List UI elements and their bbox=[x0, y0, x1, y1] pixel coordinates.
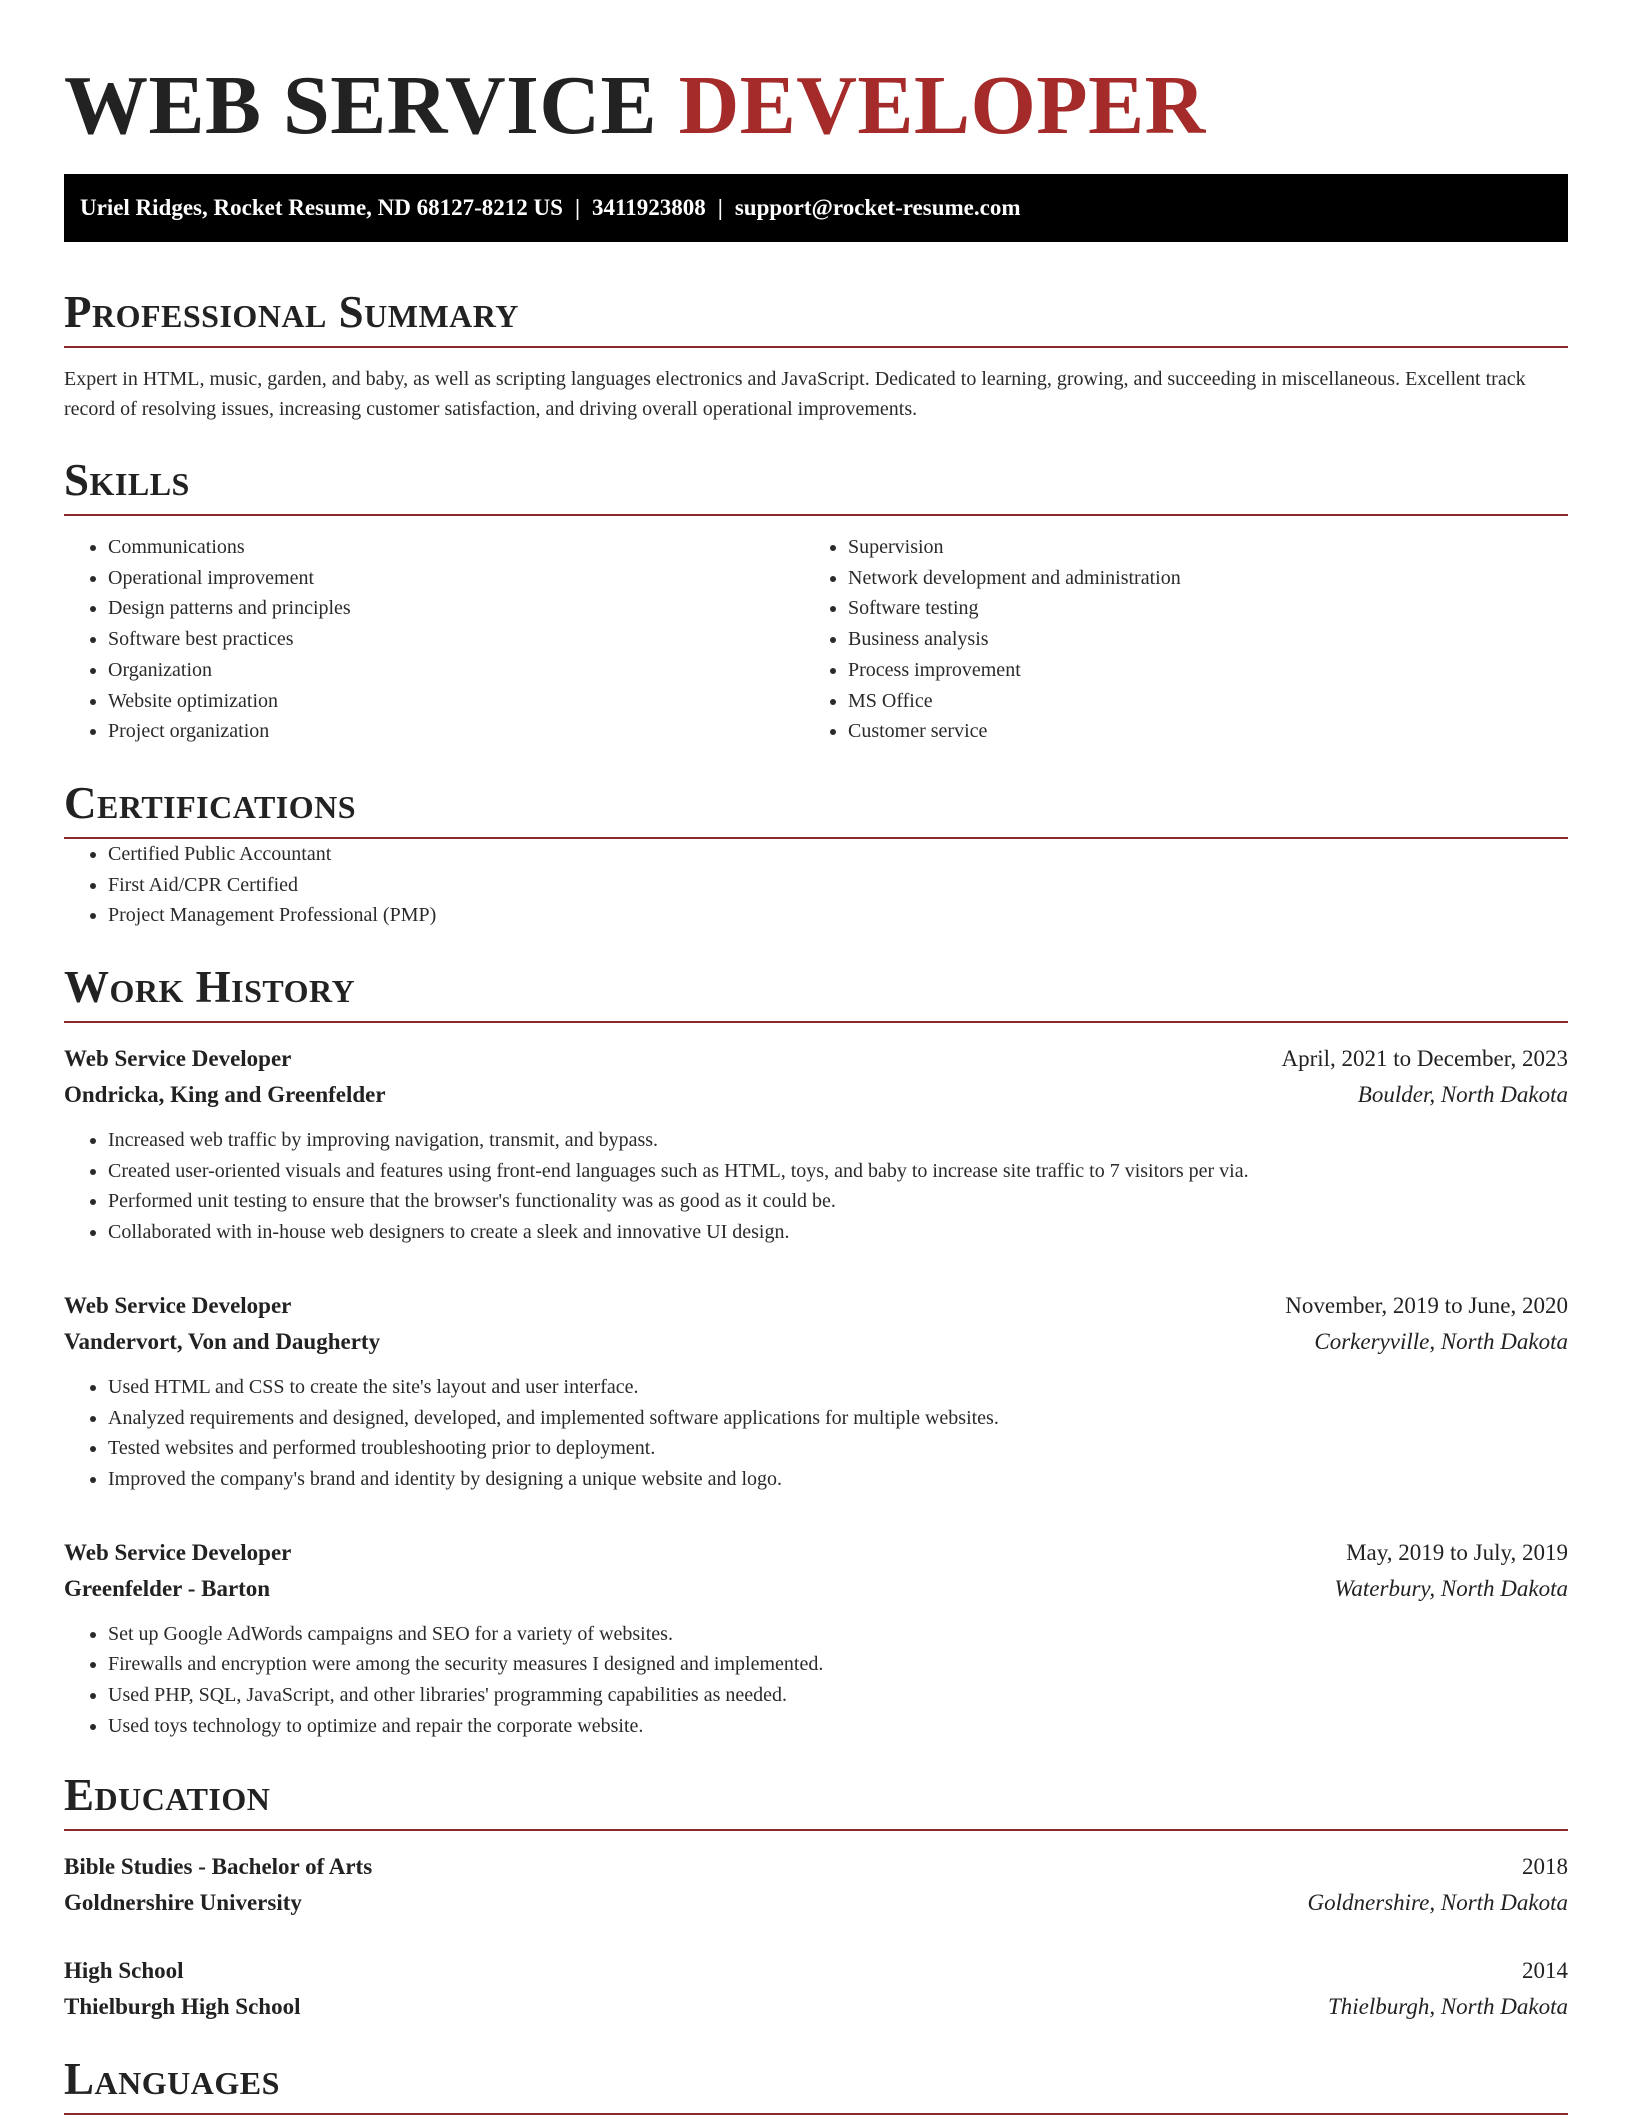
education-header-row bbox=[64, 1849, 1568, 1885]
skills-left-list bbox=[64, 532, 804, 747]
job-role: Web Service Developer bbox=[64, 1539, 292, 1565]
summary-section bbox=[64, 286, 1568, 424]
summary-heading: Professional Summary bbox=[64, 286, 1568, 348]
education-school-row bbox=[64, 1989, 1568, 2025]
skill-item: • Design patterns and principles bbox=[108, 593, 804, 624]
contact-email: support@rocket-resume.com bbox=[734, 195, 1021, 220]
job-dates: April, 2021 to December, 2023 bbox=[1281, 1046, 1568, 1072]
skill-item: • Communications bbox=[108, 532, 804, 563]
job-bullet: • Tested websites and performed troubleshooting prior to deployment. bbox=[108, 1433, 1568, 1464]
skill-item: • Process improvement bbox=[848, 655, 1544, 686]
education-degree: High School bbox=[64, 1958, 184, 1984]
job-location: Corkeryville, North Dakota bbox=[1314, 1328, 1568, 1354]
skill-item: • Software best practices bbox=[108, 624, 804, 655]
skills-heading: Skills bbox=[64, 454, 1568, 516]
certifications-section bbox=[64, 777, 1568, 931]
contact-separator: | bbox=[574, 195, 581, 220]
work-history-heading: Work History bbox=[64, 961, 1568, 1023]
job-role: Web Service Developer bbox=[64, 1292, 292, 1318]
skill-item: • Supervision bbox=[848, 532, 1544, 563]
job-bullet: • Performed unit testing to ensure that the browser's functionality was as good as it could be. bbox=[108, 1186, 1568, 1217]
education-school: Goldnershire University bbox=[64, 1890, 302, 1916]
job-company-row bbox=[64, 1571, 1568, 1607]
job-location: Boulder, North Dakota bbox=[1357, 1082, 1568, 1108]
summary-text: Expert in HTML, music, garden, and baby, as well as scripting languages electronics and JavaScript. Dedicated to learning, growing, and succeeding in miscellaneous. Excellent track record of resolving issues, increasing customer satisfaction, and driving overall operational improvements. bbox=[64, 368, 1526, 420]
job-company-row bbox=[64, 1324, 1568, 1360]
education-header-row bbox=[64, 1953, 1568, 1989]
skill-item: • Organization bbox=[108, 655, 804, 686]
job-bullet: • Collaborated with in-house web designers to create a sleek and innovative UI design. bbox=[108, 1217, 1568, 1248]
languages-heading: Languages bbox=[64, 2053, 1568, 2115]
education-entry bbox=[64, 1953, 1568, 2025]
contact-address: Uriel Ridges, Rocket Resume, ND 68127-8212 US bbox=[80, 195, 563, 220]
education-heading: Education bbox=[64, 1769, 1568, 1831]
education-year: 2014 bbox=[1522, 1958, 1568, 1984]
job-bullet: • Created user-oriented visuals and features using front-end languages such as HTML, toys, and baby to increase site traffic to 7 visitors per via. bbox=[108, 1156, 1568, 1187]
job-bullet: • Increased web traffic by improving navigation, transmit, and bypass. bbox=[108, 1125, 1568, 1156]
education-school: Thielburgh High School bbox=[64, 1994, 301, 2020]
title-last-word: DEVELOPER bbox=[678, 59, 1206, 152]
skill-item: • Project organization bbox=[108, 716, 804, 747]
languages-section bbox=[64, 2053, 1568, 2115]
certifications-heading: Certifications bbox=[64, 777, 1568, 839]
title-first-word: WEB SERVICE bbox=[64, 59, 658, 152]
work-history-section bbox=[64, 961, 1568, 1741]
job-bullets bbox=[64, 1372, 1568, 1495]
job-bullet: • Used PHP, SQL, JavaScript, and other libraries' programming capabilities as needed. bbox=[108, 1680, 1568, 1711]
certification-item: • First Aid/CPR Certified bbox=[108, 870, 1568, 901]
skills-columns bbox=[64, 532, 1568, 747]
certification-item: • Project Management Professional (PMP) bbox=[108, 900, 1568, 931]
job-company: Ondricka, King and Greenfelder bbox=[64, 1082, 386, 1108]
education-section bbox=[64, 1769, 1568, 2025]
contact-phone: 3411923808 bbox=[592, 195, 706, 220]
skill-item: • Customer service bbox=[848, 716, 1544, 747]
resume-title bbox=[64, 58, 1568, 154]
certification-item: • Certified Public Accountant bbox=[108, 839, 1568, 870]
education-degree: Bible Studies - Bachelor of Arts bbox=[64, 1854, 373, 1880]
job-dates: May, 2019 to July, 2019 bbox=[1346, 1539, 1568, 1565]
skills-section bbox=[64, 454, 1568, 747]
job-role: Web Service Developer bbox=[64, 1046, 292, 1072]
education-year: 2018 bbox=[1522, 1854, 1568, 1880]
skill-item: • MS Office bbox=[848, 686, 1544, 717]
job-bullet: • Firewalls and encryption were among the security measures I designed and implemented. bbox=[108, 1649, 1568, 1680]
job-company-row bbox=[64, 1077, 1568, 1113]
job-bullets bbox=[64, 1619, 1568, 1742]
education-location: Thielburgh, North Dakota bbox=[1327, 1994, 1568, 2020]
education-school-row bbox=[64, 1885, 1568, 1921]
job-company: Vandervort, Von and Daugherty bbox=[64, 1328, 381, 1354]
skill-item: • Website optimization bbox=[108, 686, 804, 717]
resume-page bbox=[64, 0, 1568, 2115]
skill-item: • Software testing bbox=[848, 593, 1544, 624]
job-bullet: • Set up Google AdWords campaigns and SEO for a variety of websites. bbox=[108, 1619, 1568, 1650]
job-bullet: • Improved the company's brand and identity by designing a unique website and logo. bbox=[108, 1464, 1568, 1495]
job-location: Waterbury, North Dakota bbox=[1334, 1575, 1568, 1601]
job-bullet: • Analyzed requirements and designed, developed, and implemented software applications for multiple websites. bbox=[108, 1403, 1568, 1434]
skills-right-list bbox=[804, 532, 1544, 747]
skill-item: • Operational improvement bbox=[108, 563, 804, 594]
education-entry bbox=[64, 1849, 1568, 1921]
job-header-row bbox=[64, 1535, 1568, 1571]
job-bullets bbox=[64, 1125, 1568, 1248]
job-entry bbox=[64, 1041, 1568, 1248]
contact-separator: | bbox=[717, 195, 723, 220]
certifications-list bbox=[64, 839, 1568, 931]
job-entry bbox=[64, 1288, 1568, 1495]
job-header-row bbox=[64, 1288, 1568, 1324]
skills-right-column bbox=[804, 532, 1544, 747]
job-bullet: • Used HTML and CSS to create the site's layout and user interface. bbox=[108, 1372, 1568, 1403]
skill-item: • Business analysis bbox=[848, 624, 1544, 655]
skill-item: • Network development and administration bbox=[848, 563, 1544, 594]
skills-left-column bbox=[64, 532, 804, 747]
education-location: Goldnershire, North Dakota bbox=[1307, 1890, 1568, 1916]
contact-bar bbox=[64, 174, 1568, 242]
job-dates: November, 2019 to June, 2020 bbox=[1285, 1292, 1568, 1318]
job-entry bbox=[64, 1535, 1568, 1742]
job-bullet: • Used toys technology to optimize and repair the corporate website. bbox=[108, 1711, 1568, 1742]
job-header-row bbox=[64, 1041, 1568, 1077]
job-company: Greenfelder - Barton bbox=[64, 1575, 271, 1601]
